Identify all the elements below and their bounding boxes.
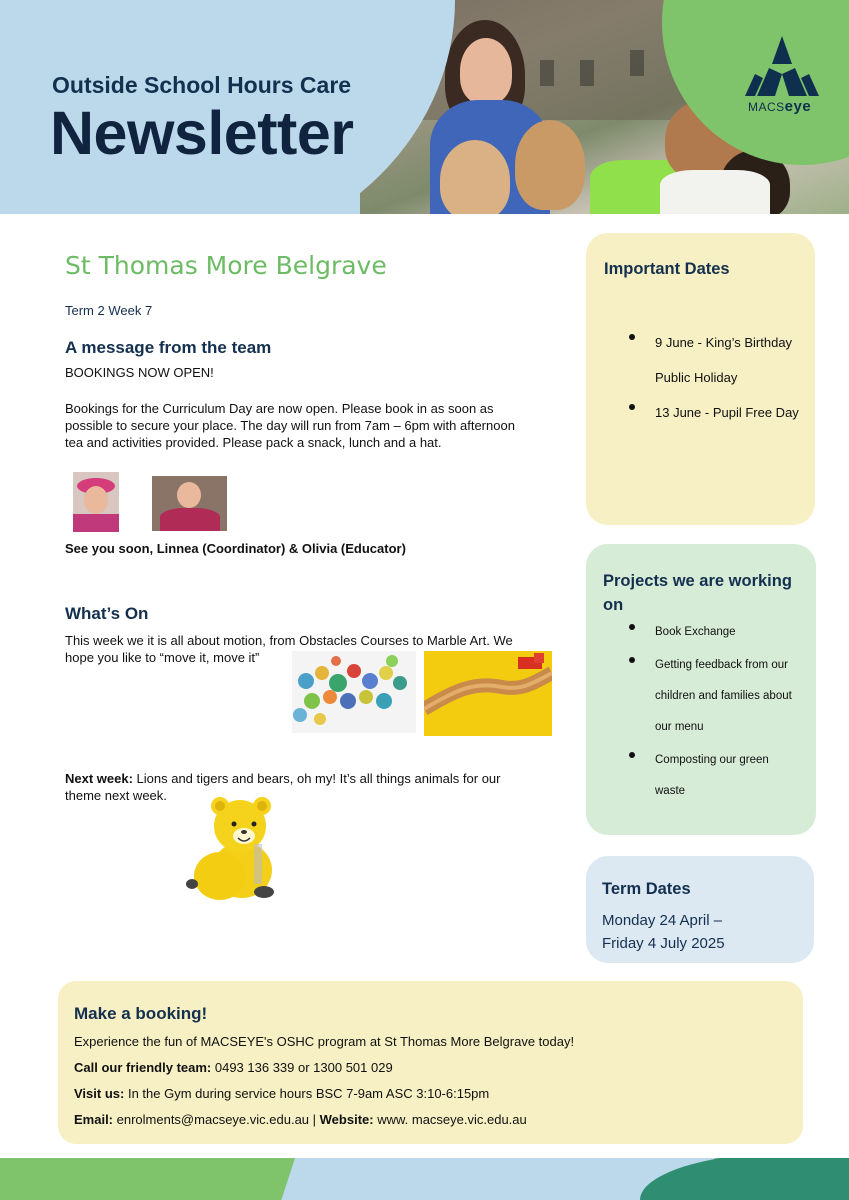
important-dates-list [655, 334, 799, 422]
header-title: Newsletter [50, 99, 354, 167]
marbles-icon [292, 651, 416, 733]
booking-intro: Experience the fun of MACSEYE's OSHC program at St Thomas More Belgrave today! [74, 1034, 575, 1049]
website-link[interactable]: www. macseye.vic.edu.au [373, 1112, 527, 1127]
projects-heading: Projects we are working on [603, 572, 792, 614]
train-track-icon [424, 651, 552, 736]
list-item: 9 June - King’s Birthday Public Holiday [655, 334, 799, 387]
whats-on-paragraph: This week we it is all about motion, from Obstacles Courses to Marble Art. We hope you like to “move it, move it” [65, 633, 513, 665]
list-item: Getting feedback from our children and families about our menu [655, 659, 792, 733]
marbles-photo [292, 651, 416, 733]
email-link[interactable]: enrolments@macseye.vic.edu.au | [113, 1112, 320, 1127]
header-subtitle: Outside School Hours Care [52, 72, 352, 98]
list-item: Composting our green waste [655, 752, 792, 799]
list-item: Book Exchange [655, 624, 792, 640]
term-dates-text: Monday 24 April – Friday 4 July 2025 [602, 912, 725, 952]
macseye-logo-icon [745, 34, 819, 96]
message-paragraph: Bookings for the Curriculum Day are now open. Please book in as soon as possible to secure your place. The day will run from 7am – 6pm with afternoon tea and activities provided. Please pack a snack, lunch and a hat. [65, 401, 515, 450]
important-dates-heading: Important Dates [604, 260, 730, 278]
signoff-text: See you soon, Linnea (Coordinator) & Olivia (Educator) [65, 541, 406, 556]
important-dates-box [586, 233, 815, 525]
booking-visit: Visit us: In the Gym during service hours BSC 7-9am ASC 3:10-6:15pm [74, 1086, 490, 1101]
booking-heading: Make a booking! [74, 1004, 208, 1023]
educator-photo [152, 476, 227, 531]
term-dates-box [586, 856, 814, 963]
school-name: St Thomas More Belgrave [65, 251, 387, 280]
coordinator-photo [73, 472, 119, 532]
message-heading: A message from the team [65, 338, 272, 357]
projects-list [655, 624, 792, 799]
footer-band [0, 1158, 849, 1200]
bear-icon [182, 796, 278, 900]
booking-box [58, 981, 803, 1144]
newsletter-header [0, 0, 849, 214]
booking-phone: Call our friendly team: 0493 136 339 or 1300 501 029 [74, 1060, 393, 1075]
booking-contact: Email: enrolments@macseye.vic.edu.au | Website: www. macseye.vic.edu.au [74, 1112, 527, 1127]
whats-on-heading: What’s On [65, 604, 149, 623]
train-track-photo [424, 651, 552, 736]
term-week: Term 2 Week 7 [65, 303, 153, 318]
next-week-paragraph: Next week: Lions and tigers and bears, oh my! It’s all things animals for our theme next week. [65, 771, 501, 803]
list-item: 13 June - Pupil Free Day [655, 405, 799, 420]
bookings-open-text: BOOKINGS NOW OPEN! [65, 365, 214, 380]
logo-wordmark: MACSeye [748, 98, 812, 115]
term-dates-heading: Term Dates [602, 880, 691, 898]
projects-box [586, 544, 816, 835]
